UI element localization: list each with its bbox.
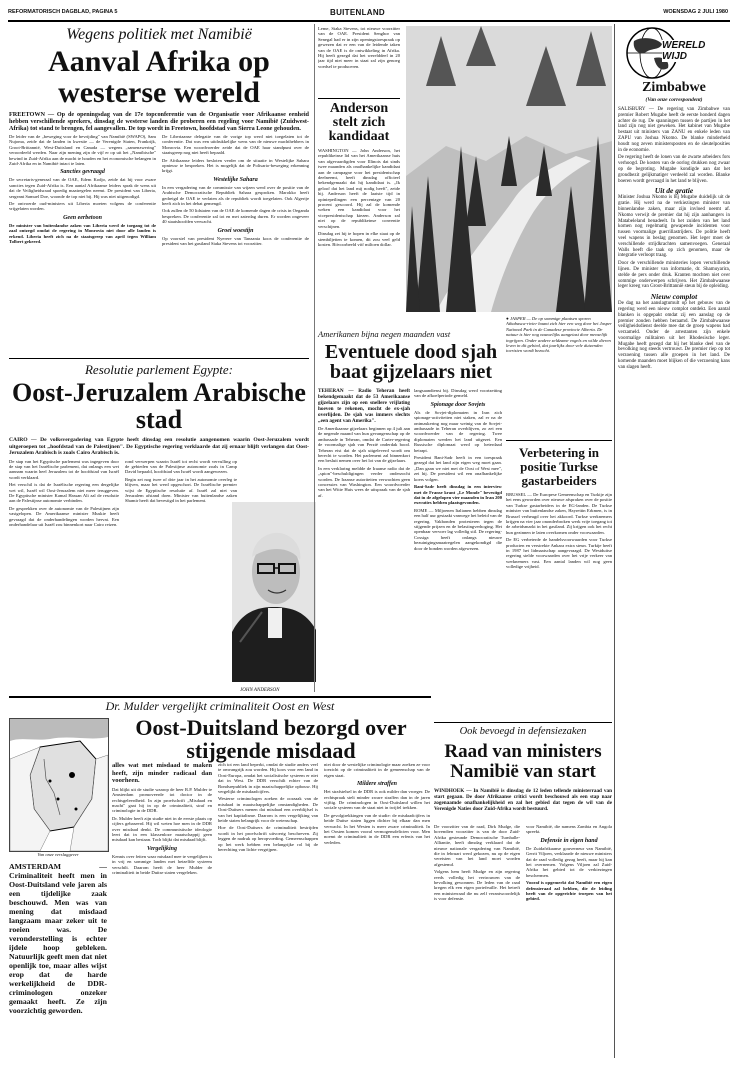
mulder-body: Kennis over feiten waar misdaad mee te vergelijken is in vrij en sommige landen met hetzelfde systeem verschilt. Daarom heeft de heer Mulder de criminaliteit in beide Duitse staten vergeleken. [112, 853, 212, 876]
zimbabwe-subhead: Nieuw complot [650, 292, 698, 302]
zimbabwe-subhead: Uit de gratie [654, 186, 694, 196]
anderson-photo [232, 502, 316, 682]
column-rule [614, 24, 615, 1058]
jerusalem-lead: CAIRO — De volksvergadering van Egypte heeft dinsdag een resolutie aangenomen waarin Oost-Jeruzalem wordt uitgeroepen tot „hoofdstad van de Palestijnen". De Egyptische regering verklaarde dat zij ernaar blijft verlangen dat Oost-Jeruzalem Arabisch is zoals Cairo Arabisch is. [9, 437, 309, 456]
sjah-body: De Amerikaanse gijzelaars beginnen op 4 juli aan de negende maand van hun gevangenschap op de ambassade in Teheran, omdat de Carter-regering de voormalige sjah van Perzië onderdak bood. Teheran eist dat de sjah uitgeleverd wordt om berecht te worden. Het parlement zal binnenkort een besluit nemen over het lot van de gijzelaars. [318, 426, 410, 464]
sjah-lead: TEHERAN — Radio Teheran heeft bekendgemaakt dat de 53 Amerikaanse gijzelaars zijn op een snellere vrijlating hoeven te rekenen, mocht de ex-sjah overlijden. De sjah was immers slechts „een agent van Amerika". [318, 388, 410, 424]
namibia-body: De Liberiaanse delegatie van de vorige top werd niet toegelaten tot de conferentie. Dat was een uitdrukkelijke wens van de nieuwe machthebbers in Monrovia. Een woordvoerder zeide dat de OAE haar standpunt over de staatsgreep nog niet heeft bepaald. [162, 134, 309, 156]
raad-body: Volgens hem heeft Mudge en zijn regering reeds volledig het vertrouwen van de bevolking gewonnen. De leden van de raad kregen elk een eigen portefeuille. Het betreft een ministerraad die nu zelf verantwoordelijk is voor defensie. [434, 869, 520, 902]
mulder-body: Hoe de Oost-Duitsers de criminaliteit bestrijden wordt in het proefschrift uitvoerig beschreven. Zij leggen de nadruk op heropvoeding. Gemeenschappen op het werk hebben een belangrijke rol bij de berechting van lichte vergrijpen. [218, 825, 318, 853]
caption-marker-icon: ● [506, 316, 509, 321]
anderson-caption: JOHN ANDERSON [240, 688, 280, 693]
column-rule [314, 24, 315, 692]
raad-body: voor Namibië, die namens Zambia en Angola spreekt. [526, 824, 612, 835]
mulder-subhead: Vergelijking [146, 845, 177, 852]
namibia-subhead: Sancties gevraagd [60, 169, 105, 176]
mulder-body: Dat blijkt uit de studie waarop de heer R.P. Mulder te Amsterdam promoveerde tot doctor in de rechtsgeleerdheid. In zijn proefschrift „Misdaad en macht" gaat hij in op de criminaliteit, straf en criminologie in de DDR. [112, 786, 212, 814]
jerusalem-body: rond verwerpen waarin Israël tot recht wordt vervulling op de gebieden van de Palestijnse autonomie zoals in Camp David bepaald, hoofdstad van Israël wordt aangewezen. [125, 458, 237, 475]
mulder-kicker: Dr. Mulder vergelijkt criminaliteit Oost en West [105, 699, 335, 713]
turkse-headline: Verbetering in positie Turkse gastarbeiders [518, 445, 600, 488]
jerusalem-body: De stap van het Egyptische parlement was ingegeven door de stap van het Israëlische parlement, dat onlangs een wet aannam waarin heel Jeruzalem tot de hoofdstad van Israël wordt verklaard. [9, 458, 119, 480]
namibia-headline: Aanval Afrika op westerse wereld [48, 45, 270, 109]
sjah-body: langsaandienst bij. Dinsdag werd voortzetting van de afkoelperiode gemeld. [414, 388, 502, 399]
turkse-body: De EG verbeterde de handelsvoorwaarden voor Turkse producten en verstrekte Ankara extra steun. Turkije heeft in 1987 het lidmaatschap aangevraagd. De Westduitse regering stelde voorwaarden over het vrije verkeer van werknemers vast. Een aantal landen wil nog geen volledige vrijheid. [506, 537, 612, 570]
turkse-body: BRUSSEL — De Europese Gemeenschap en Turkije zijn het eens geworden over nieuwe afspraken over de positie van Turkse gastarbeiders in de EG-landen. De Turkse minister van buitenlandse zaken, Hayrettin Erkmen, is in Brussel verheugd over het akkoord. Turkse werknemers krijgen na vier jaar ononderbroken werk vrije toegang tot de arbeidsmarkt in het gastland. Zij krijgen ook het recht hun gezinnen te laten overkomen onder voorwaarden. [506, 492, 612, 535]
sjah-subhead: Spionage door Sovjets [430, 401, 486, 408]
jerusalem-headline: Oost-Jeruzalem Arabische stad [12, 378, 306, 434]
sjah-body: ROME — Miljoenen Italianen hebben dinsdag een half uur gestaakt vanwege het beleid van de regering. Vakbonden protesteren tegen de stijgende prijzen en de belastingverhoging. Het openbaar vervoer lag volledig stil. De regering-Cossiga heeft onlangs nieuwe bezuinigingsmaatregelen aangekondigd die door de bonden worden afgewezen. [414, 507, 503, 551]
anderson-headline: Anderson stelt zich kandidaat [328, 101, 390, 144]
mulder-body: Het strafstelsel in de DDR is ook milder dan vroeger. De rechtspraak stelt minder zware straffen dan in de jaren vijftig. De criminologen in Oost-Duitsland willen het sociale systeem van de staat niet in twijfel trekken. [324, 789, 430, 811]
sjah-body: President Bani-Sadr heeft in een toespraak gezegd dat het land zijn eigen weg moet gaan. „Dan gaan we niet met de Oost of West mee", zei hij. De president wil een onafhankelijke koers volgen. [414, 455, 502, 482]
header-left: REFORMATORISCH DAGBLAD, PAGINA 5 [8, 9, 118, 15]
anderson-body: Dinsdag zei hij te hopen in elke staat op de stembiljetten te komen, dit zou veel geld kosten. Bijvoorbeeld vijf miljoen dollar. [318, 231, 400, 246]
namibia-subhead: Geen eerbetoon [63, 214, 102, 221]
sjah-body-bold: Bani-Sadr heeft dinsdag in een interview met de Franse krant „Le Monde" bevestigd dat in de afgelopen vier maanden in Iran 200 executies hebben plaatsgevonden. [414, 484, 502, 506]
namibia-kicker: Wegens politiek met Namibië [66, 26, 252, 43]
jerusalem-body: Het verschil is dat de Israëlische regering een dergelijke wet wil, Israël wil Oost-Jeruzalem niet meer teruggeven. De Egyptische minister Kamal Hassan Ali zal de resolutie aan de Palestijnse autonomie verbinden. [9, 482, 119, 504]
raad-body-bold: Vooraf is opgemerkt dat Namibië een eigen defensieraad zal hebben, die de leiding heeft van de opgerichte troepen van het gebied. [526, 880, 612, 902]
namibia-body: De Afrikaanse leiders besloten verder om de situatie in Westelijke Sahara opnieuw te bespreken. Het is mogelijk dat de Polisario-beweging erkenning krijgt. [162, 157, 309, 174]
namibia-article [9, 26, 309, 356]
sjah-body: In een verklaring meldde de Iraanse radio dat de „spion"-beschuldigingen verder onderzocht worden. De Iraanse autoriteiten verwachten geen concessies van Washington. Een woordvoerder van het Witte Huis wees de uitspraak van de sjah af. [318, 465, 410, 498]
divider [9, 358, 309, 359]
forest-river-image [406, 26, 612, 312]
mulder-body: Dr. Mulder heeft zijn studie niet in de eerste plaats op cijfers gebaseerd. Hij wil weten hoe men in de DDR over misdaad denkt. De communistische ideologie leert dat in een klassenloze maatschappij geen misdaad kan bestaan. Toch blijkt dat misdaad blijft. [112, 815, 212, 843]
raad-headline: Raad van ministers Namibië van start [444, 741, 602, 782]
anderson-body: WASHINGTON — John Anderson, het republikeinse lid van het Amerikaanse huis van afgevaardigden voor Illinois dat sinds twee maanden als onafhankelijke kandidaat aan de campagne voor het presidentschap deelneemt, heeft dinsdag officieel bekendgemaakt dat hij kandidaat is. „Ik geloof dat het land mij nodig heeft", zeide hij. Anderson heeft de laatste tijd in opiniepeilingen een percentage van 20 procent gescoord. Hij zal de komende weken een kandidaat voor het vicepresidentschap kiezen. Anderson zal niet op de republikeinse conventie verschijnen. [318, 148, 400, 229]
divider [318, 98, 400, 99]
zimbabwe-body: SALISBURY — De regering van Zimbabwe van premier Robert Mugabe heeft de eerste honderd dagen achter de rug. De spanningen tussen de partijen in het land zijn nog niet geweken. Het kabinet van Mugabe bestaat uit ministers van ZANU en enkele leden van ZAPU van Joshua Nkomo. De blanke minderheid houdt nog zeven ministersposten en de sleutelposities in de economie. [618, 107, 730, 153]
badge-label: WERELD WIJD [662, 40, 722, 62]
portrait-image [232, 502, 316, 682]
mulder-body: De gevolgtrekkingen van de studie: de misdaadcijfers in beide Duitse staten liggen dichter bij elkaar dan men verwacht. In het Westen is meer zware criminaliteit. In het Oosten komen vooral vermogensdelicten voor. Men noemt de criminaliteit in de DDR een erfenis van het verleden. [324, 812, 430, 845]
divider [434, 722, 612, 723]
zimbabwe-body: De dag na het aanslagtumult op het gebouw van de regering werd een nieuw complot ontdekt. Een aantal blanken is opgepakt omdat zij een aanslag op de premier zouden hebben beraamd. De Zimbabwaanse veiligheidsdienst deelde mee dat de groep wapens had verzameld. Onder de arrestanten zijn enkele voormalige militairen uit het Rhodesische leger. Mugabe heeft gezegd dat hij het blanke deel van de bevolking nog steeds vertrouwt. De premier riep op tot verzoening tussen alle groepen in het land. De komende maanden moet blijken of die verzoening kans van slagen heeft. [618, 301, 730, 370]
namibia-body: De leider van de „beweging voor de bevrijding" van Namibië (SWAPO), Sam Nujoma, zeide dat de landen in kwestie — de Verenigde Staten, Frankrijk, Groot-Brittannië, West-Duitsland en Canada — wegens „samenzwering" veroordeeld werden. Naar zijn mening zijn de vijf er op uit het „Namibische" bewind in Zuid-Afrika aan de macht te houden en het economische belangen in Zuid-Afrika en in Namibië intact te laten. [9, 134, 156, 167]
sjah-kicker: Amerikanen bijna negen maanden vast [318, 329, 451, 339]
zimbabwe-article [618, 26, 730, 1056]
mulder-lead-2: alles wat met misdaad te maken heeft, zijn minder radicaal dan voorheen. [112, 762, 212, 785]
mulder-body: Westerse criminologen zoeken de oorzaak van de misdaad in maatschappelijke omstandigheden. De Oost-Duitsers menen dat misdaad een overblijfsel is van het kapitalisme. Daarom is een vergelijking van beide staten belangrijk voor de wetenschap. [218, 796, 318, 824]
jerusalem-kicker: Resolutie parlement Egypte: [84, 362, 233, 377]
page-header [8, 9, 730, 19]
namibia-body: De ontvoerde oud-ministers uit Liberia moeten volgens de conferentie vrijgelaten worden. [9, 201, 156, 212]
namibia-subhead: Westelijke Sahara [213, 176, 258, 183]
raad-subhead: Defensie in eigen hand [540, 837, 598, 844]
ddr-map [9, 718, 109, 852]
jasper-caption-text: JASPER — De op sommige plaatsen sporen Athabasca-rivier baant zich hier een weg door het Jasper National Park in de Canadese provincie Alberta. De natuur is hier nog nauwelijks aangetast door menselijk ingrijpen. Onder andere zeldzame vogels en wilde dieren leven in dit gebied, dat jaarlijks door vele duizenden toeristen wordt bezocht. [506, 316, 612, 354]
namibia-subhead: Groei woestijn [217, 227, 254, 234]
zimbabwe-body: Door de verschillende ministeries lopen verschillende lijnen. De minister van informatie, dr. Shamuyarira, stelde de pers onder druk. Kranten mochten niet over sommige onderwerpen schrijven. Het Zimbabwaanse leger kreeg van Groot-Brittannië steun bij de opleiding. [618, 261, 730, 290]
zimbabwe-body: Minister Joshua Nkomo is bij Mugabe duidelijk uit de gratie. Hij werd na de verkiezingen minister van binnenlandse zaken, maar zijn invloed neemt af. Nkomo verwijt de premier dat hij zijn aanhangers in Matabeleland benadeelt. In het zuiden van het land komen nog regelmatig gewapende incidenten voor tussen voormalige guerrillastrijders. De politie heeft veel wapens in beslag genomen. Het leger moet de verschillende strijdkrachten samenvoegen. Generaal Walls heeft die taak op zich genomen, maar de integratie verloopt traag. [618, 195, 730, 259]
namibia-body: De minister van buitenlandse zaken van Liberia werd de toegang tot de zaal ontzegd omdat de regering in Monrovia niet door alle landen is erkend. Liberia heeft zich na de staatsgreep van april tegen William Tolbert gekeerd. [9, 222, 156, 245]
header-rule [8, 20, 730, 22]
raad-body: De Zuidafrikaanse gouverneur van Namibië, Gerrit Viljoen, verklaarde de nieuwe ministers dat de raad volledig gezag heeft, maar hij kan het overnemen. Volgens Viljoen zal Zuid-Afrika het gebied tot de verkiezingen beschermen. [526, 845, 612, 878]
namibia-continued: Leme, Siaka Stevens, tot nieuwe voorzitter van de OAE. President Senghor van Senegal had er in zijn openingstoespraak op gewezen dat er een van de leidende taken van de OAE is de ontwikkeling in Afrika. Hij heeft gezegd dat het werelddeel in 20 jaar tijd niet meer in staat zal zijn genoeg voedsel te produceren. [318, 26, 400, 69]
namibia-lead: FREETOWN — Op de openingsdag van de 17e topconferentie van de Organisatie voor Afrikaanse eenheid hebben verschillende sprekers, dinsdag de westerse landen die proberen een regeling voor Namibië (Zuidwest-Afrika) tot stand te brengen, fel aangevallen. De top wordt in Freetown, hoofdstad van Sierra Leone gehouden. [9, 111, 309, 132]
namibia-body: Ook zullen de 50 lidstaten van de OAE de komende dagen de crisis in Oeganda bespreken. De conferentie zal tot en met zaterdag duren. Er worden ongeveer 40 staatshoofden verwacht. [162, 208, 309, 225]
zimbabwe-byline: (Van onze correspondent) [645, 97, 703, 103]
sjah-body: Als de Sovjet-diplomaten in Iran zich spionage-activiteiten niet staken, zal er na de ontmaskering nog maar weinig van de Sovjet-ambassade in Teheran overblijven, zo zei een woordvoerder van de regering. Twee diplomaten werden het land uitgezet. Een Russische diplomaat werd op heterdaad betrapt. [414, 409, 502, 453]
jasper-photo [406, 26, 612, 312]
zimbabwe-body: De regering heeft de lonen van de zwarte arbeiders fors verhoogd. De kosten van de oorlog drukken nog zwaar op de begroting. Mugabe kondigde aan dat het grondbezit gelijkmatiger verdeeld zal worden. Blanke boeren wordt gevraagd in het land te blijven. [618, 155, 730, 184]
mulder-subhead: Mildere straffen [356, 781, 398, 788]
raad-columns [434, 824, 612, 1058]
mulder-body: zich tot een land beperkt, omdat de studie anders veel te omvangrijk zou worden. Hij koos voor een land in Oost-Europa, omdat het socialistische systeem er niet dat in West. De DDR verschilt echter van de Bondsrepubliek in zijn maatschappelijke opbouw. Hij vergelijkt de misdaadcijfers. [218, 762, 318, 795]
mulder-body: niet door de westelijke criminologie maar zoeken ze voor toezicht op de criminaliteit in de gemeenschap van de eigen staat. [324, 762, 430, 778]
raad-body: De voorzitter van de raad, Dirk Mudge, die bovendien voorzitter is van de door Zuid-Afrika gesteunde Democratische Turnhalle-Alliantie, heeft dinsdag verklaard dat de nieuwe nationale vergadering van Namibië, die in februari werd gekozen, nu op de eigen vereisten van het land moet worden afgestemd. [434, 824, 520, 867]
namibia-body: In een vergadering van de commissie van wijzen werd over de positie van de Arabische Democratische Republiek Sahara gesproken. Marokko heeft gedreigd de OAE te verlaten als de republiek wordt toegelaten. Ook Algerije heeft zich in het debat gemengd. [162, 184, 309, 207]
namibia-body: Op voorstel van president Nyerere van Tanzania koos de conferentie de president van het gastland Siaka Stevens tot voorzitter. [162, 235, 309, 247]
header-right: WOENSDAG 2 JULI 1980 [663, 9, 728, 15]
raad-kicker: Ook bevoegd in defensiezaken [459, 726, 587, 737]
jerusalem-body: De gesprekken over de autonomie van de Palestijnen zijn vastgelopen. De Amerikaanse minister Muskie heeft gevraagd dat de onderhandelingen worden hervat. Een onderhandelaar uit Israël zou binnenkort naar Cairo reizen. [9, 505, 119, 527]
mulder-lead: AMSTERDAM — Criminaliteit heeft men in Oost-Duitsland vele jaren als een tijdelijke zaak beschouwd. Men was van mening dat misdaad langzaam maar zeker uit te roeien was. De veronderstelling is echter ijdele hoop gebleken. Natuurlijk geeft men dat niet openlijk toe, maar alles wijst erop dat de harde werkelijkheid de DDR-criminologen onzeker gemaakt heeft. Ze zijn voorzichtig geworden. [9, 862, 107, 1015]
map-caption: Van onze verslaggever [37, 852, 79, 857]
turkse-article [506, 440, 612, 720]
divider [506, 440, 612, 441]
raad-lead: WINDHOEK — In Namibië is dinsdag de 12 leden tellende ministerraad van start gegaan. De door Afrikaanse critici wordt beschouwd als een stap naar zogenaamde onafhankelijkheid en zal het gebied dat tegen de wil van de Verenigde Naties door Zuid-Afrika wordt bestuurd. [434, 788, 612, 812]
divider [9, 696, 431, 698]
namibia-body: De secretaris-generaal van de OAE, Edem Kodjo, zeide dat hij voor zware sancties tegen Zuid-Afrika is. Een aantal Afrikaanse leiders sprak de wens uit dat de Veiligheidsraad spoedig maatregelen neemt. De president van Liberia, sergeant Samuel Doe, woonde de top niet bij. Hij was niet uitgenodigd. [9, 177, 156, 199]
mulder-columns [112, 762, 432, 1058]
map-image [10, 719, 108, 851]
sjah-headline: Eventuele dood sjah baat gijzelaars niet [324, 341, 498, 383]
jerusalem-body: Begin zei nog twee of drie jaar in het autonomie overleg te blijven, maar het werd opgeschort. De Israëlische premier wijst de Egyptische resolutie af. Israël zal niet van Jeruzalem afstand doen. Minister van buitenlandse zaken Shamir heeft dat bevestigd in het parlement. [125, 476, 237, 504]
header-section: BUITENLAND [330, 8, 385, 17]
zimbabwe-headline: Zimbabwe [642, 80, 706, 95]
wereld-wijd-badge [618, 26, 730, 80]
anderson-article [318, 26, 400, 246]
mulder-headline: Oost-Duitsland bezorgd over stijgende misdaad [135, 715, 407, 763]
